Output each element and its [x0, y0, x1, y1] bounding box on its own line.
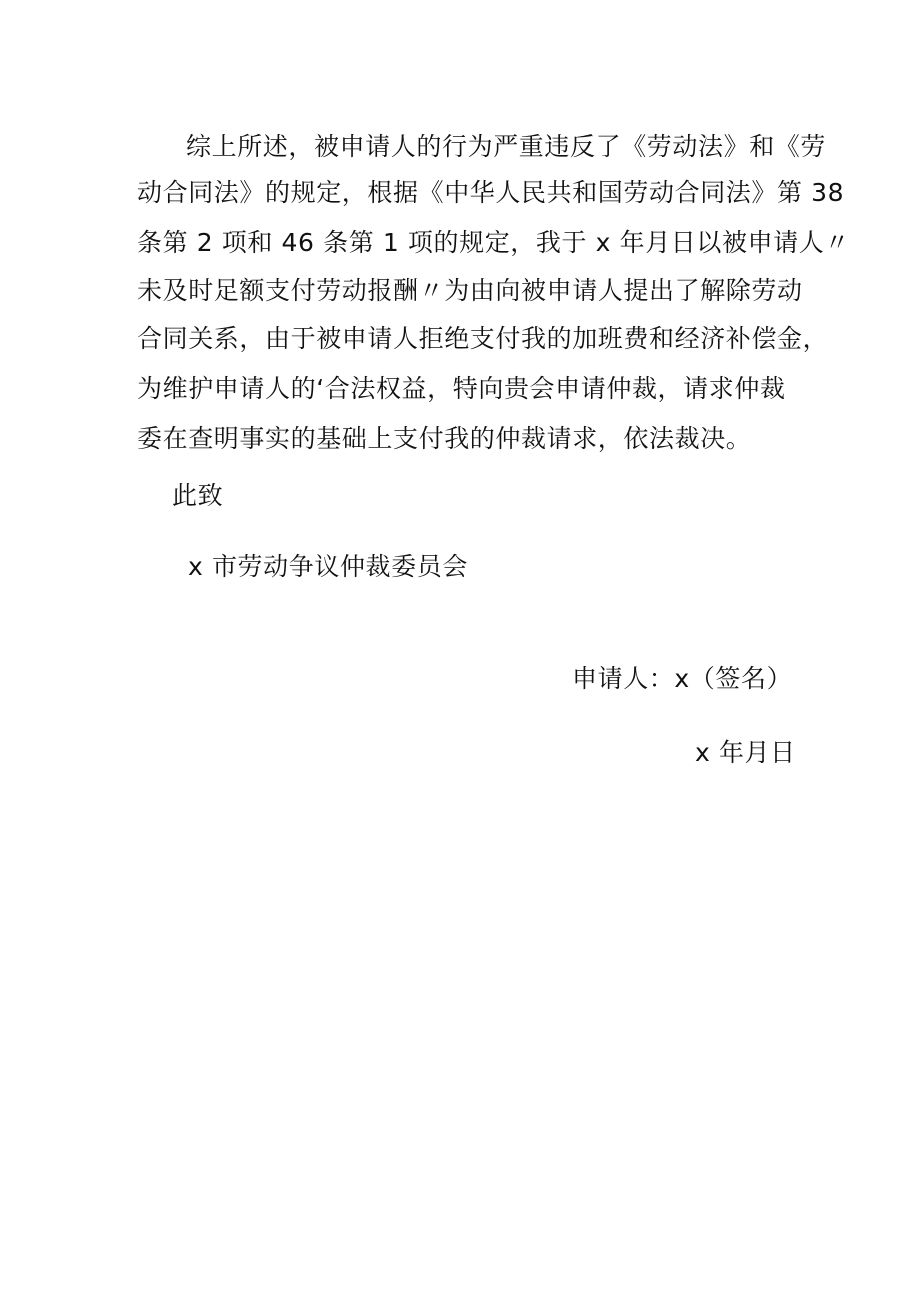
recipient: x 市劳动争议仲裁委员会 [188, 552, 468, 581]
body-line-4: 未及时足额支付劳动报酬〃为由向被申请人提出了解除劳动 [137, 276, 803, 305]
applicant-signature: 申请人：x（签名） [572, 664, 793, 693]
body-line-7: 委在查明事实的基础上支付我的仲裁请求，依法裁决。 [137, 424, 752, 453]
body-line-6: 为维护申请人的‘合法权益，特向贵会申请仲裁，请求仲裁 [137, 374, 786, 403]
salutation: 此致 [172, 481, 224, 510]
body-line-5: 合同关系，由于被申请人拒绝支付我的加班费和经济补偿金， [137, 324, 829, 353]
body-line-3: 条第 2 项和 46 条第 1 项的规定，我于 x 年月日以被申请人〃 [137, 228, 850, 257]
body-line-2: 动合同法》的规定，根据《中华人民共和国劳动合同法》第 38 [137, 178, 845, 207]
document-date: x 年月日 [695, 738, 796, 767]
body-line-1: 综上所述，被申请人的行为严重违反了《劳动法》和《劳 [186, 132, 827, 161]
